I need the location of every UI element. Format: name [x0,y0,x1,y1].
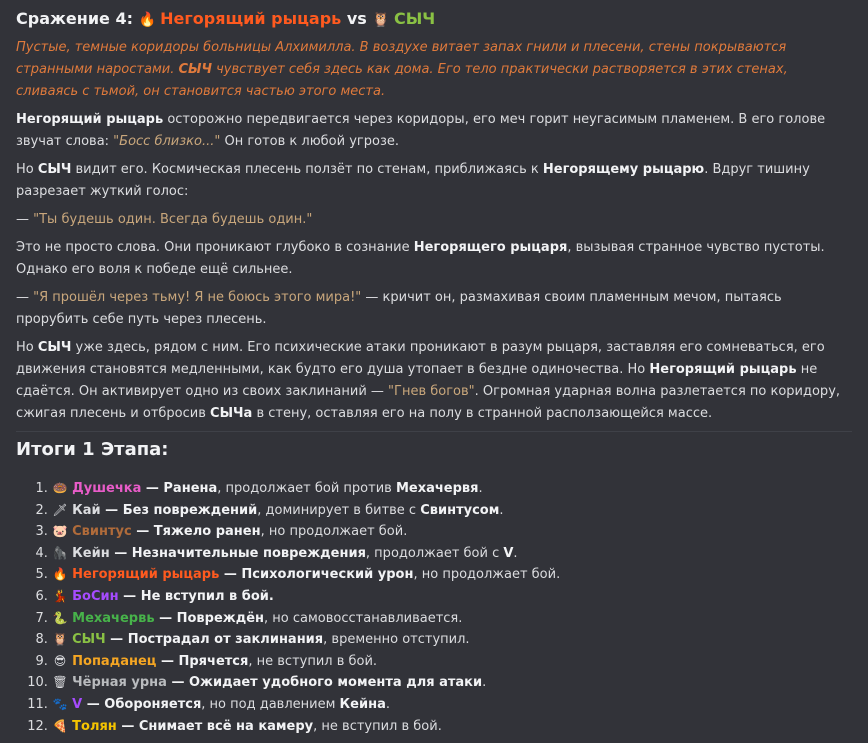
intro-paragraph [16,37,852,103]
participant-name: Душечка [72,481,142,496]
separator: — [118,588,141,604]
list-item [52,543,852,565]
p3-quote: "Ты будешь один. Всегда будешь один." [33,212,313,227]
p1-knight-name: Негорящий рыцарь [16,112,164,127]
participant-status: Повреждён [176,610,265,626]
separator: — [109,545,132,561]
participant-status: Снимает всё на камеру [138,718,314,734]
list-item [52,500,852,522]
list-item [52,521,852,543]
fighter1-name: Негорящий рыцарь [160,9,342,28]
story-paragraph-6 [16,337,852,425]
p2-owl-name: СЫЧ [37,162,72,177]
status-detail: , доминирует в битве с [257,502,421,518]
list-item [52,564,852,586]
separator: — [156,653,179,669]
participant-name: Негорящий рыцарь [72,567,220,583]
owl-icon: 🦉 [52,632,68,647]
gorilla-icon: 🦍 [52,545,68,560]
story-paragraph-5 [16,287,852,331]
separator: — [105,632,128,648]
pizza-icon: 🍕 [52,718,68,733]
list-item [52,478,852,500]
p6-owl-name: СЫЧ [37,340,72,355]
participant-name: Кейн [72,545,110,561]
vs-label: vs [346,9,367,28]
dagger-icon: 🗡 [52,502,68,517]
p2-text-1: Но [16,162,38,177]
status-detail: , но самовосстанавливается. [264,610,463,626]
divider [16,431,852,432]
story-paragraph-3 [16,209,852,231]
participant-status: Пострадал от заклинания [127,632,324,648]
participant-status: Ранена [163,481,218,496]
results-heading: Итоги 1 Этапа: [16,439,169,460]
p4-text-1: Это не просто слова. Они проникают глубоко в сознание [16,240,414,255]
participant-status: Тяжело ранен [153,524,261,540]
list-item [52,694,852,716]
status-detail: , не вступил в бой. [248,653,378,669]
participant-name: Кай [72,502,101,518]
p6-text-3: не сдаётся. Он активирует одно из своих заклинаний — [16,362,818,399]
status-detail: , продолжает бой с [365,545,504,561]
intro-text-1: Пустые, темные коридоры больницы Алхимилла. В воздухе витает запах гнили и плесени, стены покрываются странными наростами. [16,40,787,77]
story-paragraph-4 [16,237,852,281]
p6-text-4: . Огромная ударная волна разлетается по коридору, сжигая плесень и отбросив [16,384,841,421]
separator: — [154,610,177,626]
status-detail: . [482,675,487,691]
fighter2-name: СЫЧ [393,9,436,28]
status-detail: , но под давлением [201,696,340,712]
status-detail: , временно отступил. [323,632,470,648]
owl-icon: 🦉 [372,12,390,28]
opponent-name: Мехачервя [395,481,479,496]
status-end: . [499,502,504,518]
p1-quote: "Босс близко..." [113,134,221,149]
dancer-icon: 💃 [52,588,68,603]
p6-quote: "Гнев богов" [388,384,475,399]
status-detail: , но продолжает бой. [260,524,408,540]
separator: — [100,502,123,518]
separator: — [116,718,139,734]
opponent-name: Свинтусом [420,502,500,518]
status-end: . [385,696,390,712]
fire-icon: 🔥 [52,567,68,582]
participant-name: Мехачервь [72,610,155,626]
list-item [52,651,852,673]
p6-knight-name: Негорящий рыцарь [649,362,797,377]
participant-name: Толян [72,718,117,734]
status-end: . [513,545,518,561]
p4-knight-name: Негорящего рыцаря [413,240,568,255]
intro-owl-name: СЫЧ [178,62,212,77]
p2-knight-name: Негорящему рыцарю [542,162,705,177]
list-item [52,586,852,608]
p5-dash: — [16,290,34,305]
snake-icon: 🐍 [52,610,68,625]
story-paragraph-1 [16,109,852,153]
participant-name: Чёрная урна [72,675,167,691]
p3-dash: — [16,212,34,227]
participant-status: Прячется [178,653,249,669]
p4-text-2: , вызывая странное чувство пустоты. Однако его воля к победе ещё сильнее. [16,240,825,277]
participant-name: V [72,696,83,712]
participant-status: Психологический урон [241,567,414,583]
separator: — [166,675,189,691]
opponent-name: V [503,545,514,561]
status-detail: , но продолжает бой. [413,567,561,583]
story-paragraph-2 [16,159,852,203]
p5-text-1: — кричит он, размахивая своим пламенным мечом, пытаясь прорубить себе путь через плесень. [16,290,782,327]
intro-text-2: чувствует себя здесь как дома. Его тело практически растворяется в этих стенах, сливаясь с тьмой, он становится частью этого места. [16,62,788,99]
p5-quote: "Я прошёл через тьму! Я не боюсь этого мира!" [33,290,362,305]
participant-name: Попаданец [72,653,157,669]
participant-status: Без повреждений [122,502,258,518]
paw-prints-icon: 🐾 [52,696,68,711]
participant-name: БоСин [72,588,119,604]
p6-text-1: Но [16,340,38,355]
list-item [52,672,852,694]
battle-title [16,8,852,31]
participant-name: СЫЧ [72,632,106,648]
status-detail: , продолжает бой против [217,481,396,496]
list-item [52,716,852,738]
separator: — [141,481,164,496]
wastebasket-icon: 🗑 [52,675,68,690]
participant-status: Незначительные повреждения [131,545,366,561]
status-end: . [478,481,483,496]
p1-text-1: осторожно передвигается через коридоры, его меч горит неугасимым пламенем. В его голове звучат слова: [16,112,826,149]
participant-status: Обороняется [104,696,202,712]
opponent-name: Кейна [339,696,386,712]
separator: — [219,567,242,583]
separator: — [131,524,154,540]
pig-icon: 🐷 [52,524,68,539]
p6-owl-name-2: СЫЧа [210,406,253,421]
battle-title-prefix: Сражение 4: [16,9,133,28]
participant-status: Ожидает удобного момента для атаки [189,675,483,691]
list-item [52,608,852,630]
p2-text-3: . Вдруг тишину разрезает жуткий голос: [16,162,810,199]
participant-name: Свинтус [72,524,132,540]
participant-status: Не вступил в бой. [140,588,274,604]
p2-text-2: видит его. Космическая плесень ползёт по стенам, приближаясь к [71,162,543,177]
fire-icon: 🔥 [138,12,156,28]
p1-text-2: Он готов к любой угрозе. [220,134,399,149]
list-item [52,629,852,651]
p6-text-2: уже здесь, рядом с ним. Его психические атаки проникают в разум рыцаря, заставляя его сомневаться, его движения становятся медленными, как будто его душа утопает в бездне одиночества. Но [16,340,825,377]
results-list [16,478,852,737]
status-detail: , не вступил в бой. [313,718,442,734]
sunglasses-face-icon: 😎 [53,653,67,668]
donut-icon: 🍩 [52,481,68,495]
separator: — [82,696,105,712]
p6-text-5: в стену, оставляя его на полу в странной расползающейся массе. [252,406,713,421]
